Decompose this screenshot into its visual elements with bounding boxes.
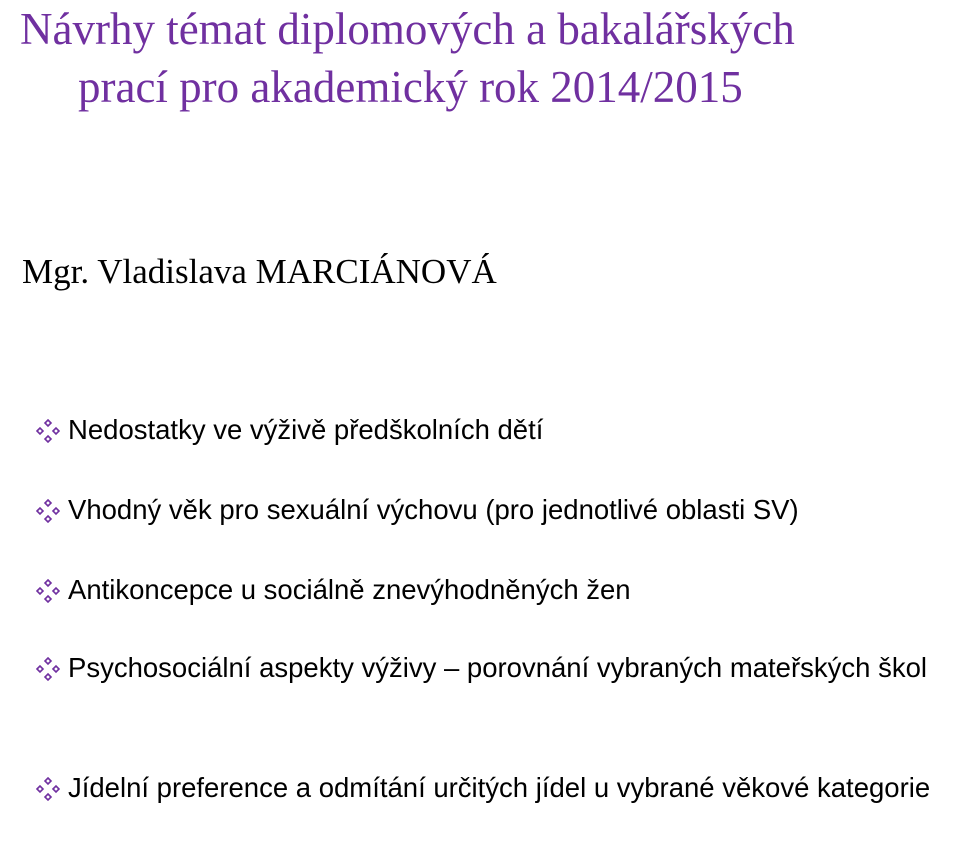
title-line-1: Návrhy témat diplomových a bakalářských xyxy=(20,4,795,54)
list-item xyxy=(36,411,946,448)
list-item xyxy=(36,649,946,686)
diamond-bullet-icon xyxy=(36,419,60,443)
author-name: Mgr. Vladislava MARCIÁNOVÁ xyxy=(22,252,497,291)
list-item xyxy=(36,491,946,528)
topic-text: Jídelní preference a odmítání určitých jídel u vybrané věkové kategorie xyxy=(68,772,931,803)
diamond-bullet-icon xyxy=(36,777,60,801)
page-title xyxy=(20,0,960,116)
topic-text: Psychosociální aspekty výživy – porovnání vybraných mateřských škol xyxy=(68,652,927,683)
topic-text: Antikoncepce u sociálně znevýhodněných žen xyxy=(68,574,631,605)
diamond-bullet-icon xyxy=(36,657,60,681)
list-item xyxy=(36,769,946,806)
title-line-2: prací pro akademický rok 2014/2015 xyxy=(78,62,743,112)
diamond-bullet-icon xyxy=(36,579,60,603)
topic-text: Vhodný věk pro sexuální výchovu (pro jednotlivé oblasti SV) xyxy=(68,494,799,525)
diamond-bullet-icon xyxy=(36,499,60,523)
list-item xyxy=(36,571,946,608)
topic-text: Nedostatky ve výživě předškolních dětí xyxy=(68,414,544,445)
